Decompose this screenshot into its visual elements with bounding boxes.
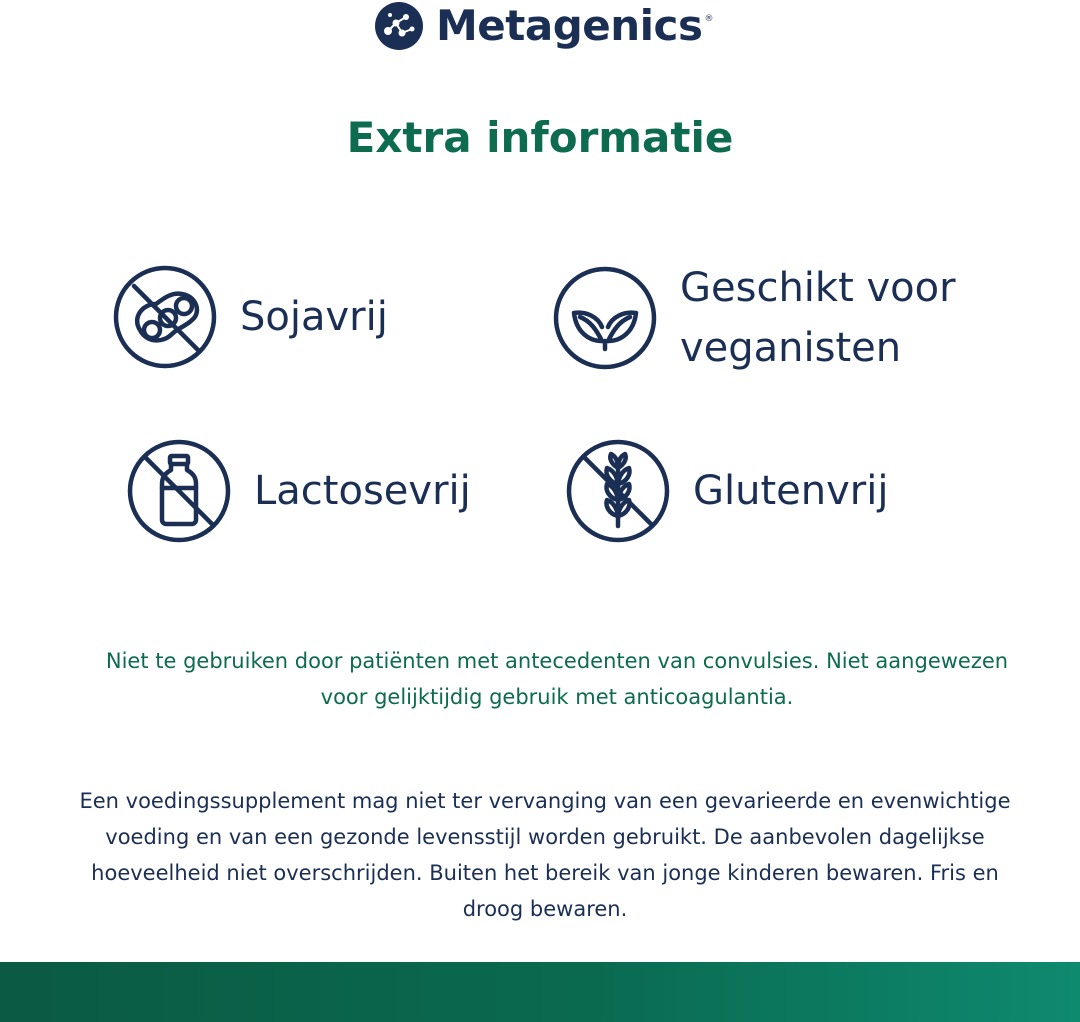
feature-label-gluten: Glutenvrij bbox=[693, 468, 889, 514]
feature-label-vegan: Geschikt voor veganisten bbox=[680, 265, 956, 371]
no-lactose-bottle-icon bbox=[126, 438, 232, 544]
feature-vegan bbox=[552, 258, 1010, 378]
page-title: Extra informatie bbox=[346, 113, 734, 162]
vegan-leaf-icon bbox=[552, 265, 658, 371]
brand-name: Metagenics bbox=[436, 1, 703, 50]
feature-label-soy: Sojavrij bbox=[240, 294, 388, 340]
feature-lactose-free bbox=[126, 438, 471, 544]
feature-soy-free bbox=[112, 264, 388, 370]
no-gluten-wheat-icon bbox=[565, 438, 671, 544]
footer-band bbox=[0, 962, 1080, 1022]
registered-mark: ® bbox=[704, 14, 714, 24]
brand-logo bbox=[374, 0, 713, 52]
no-soy-icon bbox=[112, 264, 218, 370]
feature-label-lactose: Lactosevrij bbox=[254, 468, 471, 514]
warning-text: Niet te gebruiken door patiënten met antecedenten van convulsies. Niet aangewezen voor gelijktijdig gebruik met anticoagulantia. bbox=[105, 649, 1009, 709]
feature-gluten-free bbox=[565, 438, 888, 544]
molecule-logo-icon bbox=[374, 1, 424, 51]
disclaimer-text: Een voedingssupplement mag niet ter vervanging van een gevarieerde en evenwichtige voeding en van een gezonde levensstijl worden gebruikt. De aanbevolen dagelijkse hoeveelheid niet overschrijden. Buiten het bereik van jonge kinderen bewaren. Fris en droog bewaren. bbox=[79, 789, 1011, 921]
